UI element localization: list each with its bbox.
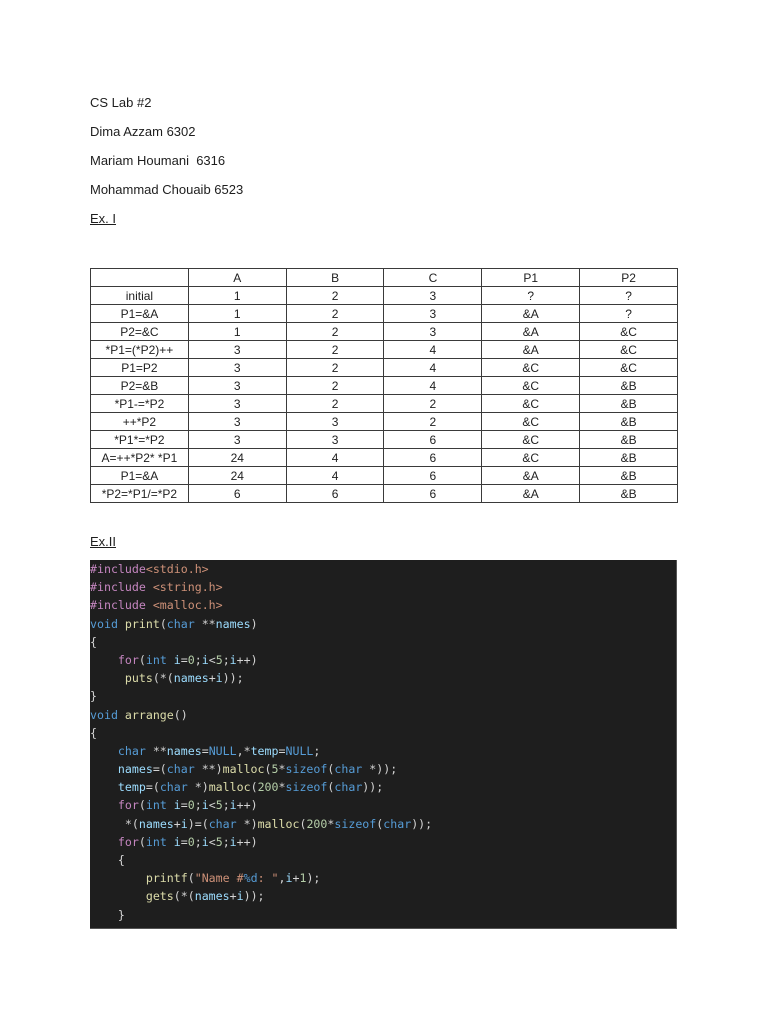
b-cell: 3	[286, 413, 384, 431]
code-token: names	[215, 616, 251, 631]
code-token: =	[180, 798, 188, 813]
code-token: <malloc.h>	[152, 598, 223, 613]
code-line	[90, 815, 676, 833]
pointer-trace-table	[90, 268, 678, 503]
code-token: *)	[236, 816, 258, 831]
table-row	[91, 287, 678, 305]
code-token: #include	[90, 598, 146, 613]
ex1-heading: Ex. I	[90, 211, 117, 226]
code-token: i	[173, 798, 181, 813]
code-token: {	[90, 725, 97, 740]
p2-cell: &B	[580, 485, 678, 503]
code-token: i	[201, 834, 209, 849]
code-token: )	[250, 616, 258, 631]
c-cell: 4	[384, 341, 482, 359]
code-token: **	[145, 743, 167, 758]
code-token: names	[166, 743, 202, 758]
code-token	[90, 835, 118, 849]
operation-cell: *P1-=*P2	[91, 395, 189, 413]
code-token: (	[187, 871, 195, 886]
code-token	[90, 762, 118, 776]
code-token: printf	[145, 871, 188, 886]
table-row	[91, 341, 678, 359]
code-token: (	[376, 816, 384, 831]
code-token: <	[208, 834, 216, 849]
code-token: (	[138, 798, 146, 813]
a-cell: 3	[188, 341, 286, 359]
header-cell-b: B	[286, 269, 384, 287]
p2-cell: &B	[580, 431, 678, 449]
b-cell: 6	[286, 485, 384, 503]
code-line	[90, 560, 676, 578]
code-line	[90, 906, 676, 924]
code-token: names	[138, 816, 174, 831]
code-token: =	[201, 743, 209, 758]
c-cell: 2	[384, 413, 482, 431]
code-token: )=(	[187, 816, 209, 831]
header-cell-c: C	[384, 269, 482, 287]
code-token	[118, 617, 125, 631]
document-title: CS Lab #2	[90, 95, 152, 110]
code-token: }	[90, 907, 125, 922]
code-token: %d	[243, 871, 258, 886]
code-token	[90, 744, 118, 758]
header-cell-operation	[91, 269, 189, 287]
code-token: i	[229, 798, 237, 813]
code-token: i	[229, 834, 237, 849]
code-token: char	[334, 780, 363, 795]
code-token: =(	[152, 762, 167, 777]
code-token: i	[285, 871, 293, 886]
a-cell: 24	[188, 449, 286, 467]
p1-cell: &A	[482, 305, 580, 323]
p2-cell: &B	[580, 467, 678, 485]
c-cell: 4	[384, 377, 482, 395]
code-token: <string.h>	[152, 580, 223, 595]
p1-cell: &A	[482, 467, 580, 485]
operation-cell: ++*P2	[91, 413, 189, 431]
code-token: ;	[222, 798, 230, 813]
code-token: (	[138, 652, 146, 667]
a-cell: 3	[188, 377, 286, 395]
code-token: char	[383, 816, 412, 831]
code-token: char	[159, 780, 188, 795]
author-3: Mohammad Chouaib 6523	[90, 182, 244, 197]
operation-cell: *P1*=*P2	[91, 431, 189, 449]
table-row	[91, 467, 678, 485]
c-cell: 6	[384, 467, 482, 485]
code-token: ;	[194, 834, 202, 849]
code-token: #include	[90, 580, 146, 595]
code-token: NULL	[208, 743, 237, 758]
code-token: temp	[250, 743, 279, 758]
code-token: (	[138, 834, 146, 849]
c-cell: 3	[384, 287, 482, 305]
code-line	[90, 887, 676, 905]
a-cell: 3	[188, 395, 286, 413]
code-line	[90, 615, 676, 633]
code-token: +	[292, 871, 300, 886]
b-cell: 2	[286, 341, 384, 359]
code-token: char	[166, 762, 195, 777]
code-token	[90, 871, 146, 885]
code-line	[90, 778, 676, 796]
code-token: ;	[313, 743, 321, 758]
code-token	[90, 889, 146, 903]
code-token: 0	[187, 798, 195, 813]
code-token: +	[173, 816, 181, 831]
code-token: *	[278, 780, 286, 795]
code-token: (	[299, 816, 307, 831]
code-line	[90, 669, 676, 687]
code-token: malloc	[257, 816, 300, 831]
c-cell: 3	[384, 305, 482, 323]
operation-cell: *P1=(*P2)++	[91, 341, 189, 359]
header-cell-p2: P2	[580, 269, 678, 287]
b-cell: 2	[286, 287, 384, 305]
code-line	[90, 796, 676, 814]
b-cell: 2	[286, 377, 384, 395]
code-token: ,	[278, 871, 286, 886]
code-token: (	[327, 762, 335, 777]
header-cell-p1: P1	[482, 269, 580, 287]
table-row	[91, 413, 678, 431]
code-token: i	[173, 652, 181, 667]
p1-cell: &C	[482, 377, 580, 395]
code-line	[90, 833, 676, 851]
code-token: ;	[194, 798, 202, 813]
table-row	[91, 359, 678, 377]
table-row	[91, 305, 678, 323]
table-row	[91, 485, 678, 503]
code-token	[90, 653, 118, 667]
c-cell: 6	[384, 449, 482, 467]
code-token: =	[180, 834, 188, 849]
code-token: sizeof	[285, 780, 328, 795]
b-cell: 2	[286, 359, 384, 377]
header-cell-a: A	[188, 269, 286, 287]
code-token: **)	[194, 762, 223, 777]
a-cell: 3	[188, 431, 286, 449]
code-token: <	[208, 798, 216, 813]
code-token: NULL	[285, 743, 314, 758]
operation-cell: initial	[91, 287, 189, 305]
code-token: i	[201, 798, 209, 813]
code-line	[90, 651, 676, 669]
code-token: {	[90, 634, 97, 649]
b-cell: 4	[286, 449, 384, 467]
code-token: +	[229, 889, 237, 904]
code-token: ++)	[236, 798, 258, 813]
code-line	[90, 742, 676, 760]
table-row	[91, 395, 678, 413]
p1-cell: &A	[482, 323, 580, 341]
code-line	[90, 760, 676, 778]
code-token: names	[194, 889, 230, 904]
table-row	[91, 323, 678, 341]
code-token: void	[90, 616, 118, 631]
code-token: **	[194, 616, 216, 631]
code-line	[90, 851, 676, 869]
code-token: void	[90, 707, 118, 722]
code-token: puts	[124, 671, 153, 686]
code-line	[90, 687, 676, 705]
a-cell: 1	[188, 287, 286, 305]
operation-cell: P2=&C	[91, 323, 189, 341]
code-token: : "	[257, 871, 279, 886]
code-token	[90, 671, 125, 685]
code-token: (	[159, 616, 167, 631]
operation-cell: P1=&A	[91, 305, 189, 323]
code-line	[90, 633, 676, 651]
p2-cell: &B	[580, 413, 678, 431]
code-token: malloc	[208, 780, 251, 795]
code-token: names	[117, 762, 153, 777]
code-token: arrange	[124, 707, 174, 722]
b-cell: 2	[286, 395, 384, 413]
code-token: 1	[299, 871, 307, 886]
p2-cell: &B	[580, 449, 678, 467]
code-token: ));	[362, 780, 384, 795]
code-token: *));	[362, 762, 398, 777]
code-token: int	[145, 834, 167, 849]
code-token: char	[334, 762, 363, 777]
code-token	[146, 598, 153, 612]
code-token: <	[208, 652, 216, 667]
code-token: char	[208, 816, 237, 831]
code-token: }	[90, 689, 97, 704]
operation-cell: P1=&A	[91, 467, 189, 485]
code-token: malloc	[222, 762, 265, 777]
code-line	[90, 724, 676, 742]
p2-cell: &C	[580, 323, 678, 341]
code-token: (*(	[152, 671, 174, 686]
code-token: 0	[187, 652, 195, 667]
code-token: gets	[145, 889, 174, 904]
ex2-heading: Ex.II	[90, 534, 117, 549]
code-line	[90, 578, 676, 596]
code-token: 5	[215, 652, 223, 667]
code-token: =	[180, 652, 188, 667]
code-token	[146, 580, 153, 594]
author-2: Mariam Houmani 6316	[90, 153, 226, 168]
p1-cell: &C	[482, 413, 580, 431]
a-cell: 3	[188, 359, 286, 377]
code-token: ;	[222, 652, 230, 667]
code-token: i	[201, 652, 209, 667]
code-token: sizeof	[285, 762, 328, 777]
code-token	[167, 798, 174, 812]
b-cell: 2	[286, 305, 384, 323]
code-token: char	[117, 743, 146, 758]
code-token: names	[173, 671, 209, 686]
code-line	[90, 869, 676, 887]
p1-cell: &C	[482, 431, 580, 449]
operation-cell: P2=&B	[91, 377, 189, 395]
code-token: 200	[257, 780, 279, 795]
code-token: <stdio.h>	[145, 562, 209, 576]
p1-cell: &A	[482, 341, 580, 359]
code-token	[90, 798, 118, 812]
b-cell: 3	[286, 431, 384, 449]
operation-cell: P1=P2	[91, 359, 189, 377]
code-token: int	[145, 798, 167, 813]
p2-cell: &B	[580, 395, 678, 413]
code-token: char	[166, 616, 195, 631]
author-1: Dima Azzam 6302	[90, 124, 196, 139]
b-cell: 4	[286, 467, 384, 485]
code-token	[167, 653, 174, 667]
a-cell: 6	[188, 485, 286, 503]
p1-cell: &C	[482, 449, 580, 467]
p1-cell: &C	[482, 359, 580, 377]
code-token: ++)	[236, 652, 258, 667]
code-token	[90, 780, 118, 794]
code-token: (*(	[173, 889, 195, 904]
c-cell: 6	[384, 485, 482, 503]
a-cell: 1	[188, 305, 286, 323]
code-token: 5	[271, 762, 279, 777]
code-token: 5	[215, 798, 223, 813]
code-line	[90, 596, 676, 614]
c-cell: 6	[384, 431, 482, 449]
p1-cell: ?	[482, 287, 580, 305]
code-token: );	[306, 871, 321, 886]
code-line	[90, 706, 676, 724]
code-token	[118, 708, 125, 722]
p1-cell: &A	[482, 485, 580, 503]
code-token: ;	[222, 834, 230, 849]
code-token: +	[208, 671, 216, 686]
table-row	[91, 377, 678, 395]
code-token: ));	[243, 889, 265, 904]
code-token: ()	[173, 707, 188, 722]
b-cell: 2	[286, 323, 384, 341]
code-token: temp	[117, 780, 146, 795]
c-cell: 3	[384, 323, 482, 341]
code-token: =	[278, 743, 286, 758]
p2-cell: &C	[580, 341, 678, 359]
code-token: *	[278, 762, 286, 777]
a-cell: 24	[188, 467, 286, 485]
p2-cell: &C	[580, 359, 678, 377]
code-token: int	[145, 652, 167, 667]
code-token: for	[117, 834, 139, 849]
operation-cell: *P2=*P1/=*P2	[91, 485, 189, 503]
code-token: (	[264, 762, 272, 777]
code-token: *(	[90, 816, 139, 831]
p2-cell: &B	[580, 377, 678, 395]
code-token: (	[327, 780, 335, 795]
code-token: i	[229, 652, 237, 667]
code-token: i	[173, 834, 181, 849]
code-token: ));	[411, 816, 433, 831]
code-token: #include	[90, 562, 146, 576]
code-token: i	[215, 671, 223, 686]
table-header-row	[91, 269, 678, 287]
code-token: print	[124, 616, 160, 631]
p1-cell: &C	[482, 395, 580, 413]
c-cell: 2	[384, 395, 482, 413]
operation-cell: A=++*P2* *P1	[91, 449, 189, 467]
code-token	[167, 835, 174, 849]
code-token: {	[90, 853, 125, 867]
p2-cell: ?	[580, 287, 678, 305]
a-cell: 3	[188, 413, 286, 431]
code-token: sizeof	[334, 816, 377, 831]
code-token: ;	[194, 652, 202, 667]
code-token: *)	[187, 780, 209, 795]
code-token: ,*	[236, 743, 251, 758]
code-token: 200	[306, 816, 328, 831]
p2-cell: ?	[580, 305, 678, 323]
a-cell: 1	[188, 323, 286, 341]
code-token: =(	[145, 780, 160, 795]
code-token: *	[327, 816, 335, 831]
code-block	[90, 560, 677, 929]
table-row	[91, 449, 678, 467]
table-row	[91, 431, 678, 449]
code-token: i	[180, 816, 188, 831]
code-token: "Name #	[194, 871, 244, 886]
code-token: (	[250, 780, 258, 795]
code-token: 5	[215, 834, 223, 849]
code-token: for	[117, 652, 139, 667]
code-token: ++)	[236, 834, 258, 849]
code-token: 0	[187, 834, 195, 849]
c-cell: 4	[384, 359, 482, 377]
code-token: for	[117, 798, 139, 813]
code-token: ));	[222, 671, 244, 686]
code-token: i	[236, 889, 244, 904]
